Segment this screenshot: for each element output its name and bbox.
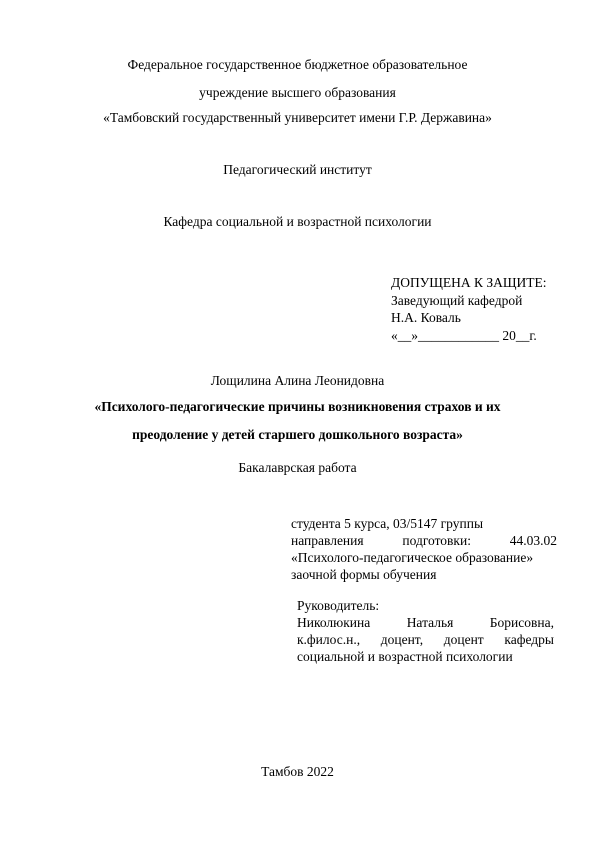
supervisor-patronymic: Борисовна,	[489, 615, 554, 630]
city-year: Тамбов 2022	[261, 764, 334, 779]
author-name: Лощилина Алина Леонидовна	[210, 373, 385, 388]
student-info-block	[291, 515, 557, 583]
direction-code: 44.03.02	[509, 533, 557, 548]
supervisor-surname: Николюкина	[297, 615, 371, 630]
direction-word: направления	[291, 533, 364, 548]
supervisor-label: Руководитель:	[297, 598, 380, 613]
student-program: «Психолого-педагогическое образование»	[291, 550, 534, 565]
institution-line-3: «Тамбовский государственный университет имени Г.Р. Державина»	[103, 110, 492, 125]
supervisor-degree-line	[297, 631, 554, 648]
supervisor-degree: к.филос.н.,	[297, 632, 361, 647]
work-type: Бакалаврская работа	[238, 460, 357, 475]
student-study-form: заочной формы обучения	[291, 567, 437, 582]
institution-line-2: учреждение высшего образования	[199, 85, 396, 100]
supervisor-title: доцент,	[380, 632, 424, 647]
institute-name: Педагогический институт	[223, 162, 372, 177]
department-name: Кафедра социальной и возрастной психологии	[163, 214, 432, 229]
approval-date-line: «__»____________ 20__г.	[391, 327, 537, 343]
supervisor-position: доцент	[443, 632, 484, 647]
approval-title: ДОПУЩЕНА К ЗАЩИТЕ:	[391, 275, 547, 290]
training-word: подготовки:	[402, 533, 471, 548]
student-direction-line	[291, 532, 557, 549]
supervisor-name-line	[297, 614, 554, 631]
institution-line-1: Федеральное государственное бюджетное образовательное	[127, 57, 468, 72]
supervisor-department: социальной и возрастной психологии	[297, 649, 513, 664]
thesis-title-line-2: преодоление у детей старшего дошкольного возраста»	[132, 427, 463, 442]
supervisor-department-word: кафедры	[504, 632, 554, 647]
thesis-title-line-1: «Психолого-педагогические причины возникновения страхов и их	[94, 399, 501, 414]
approval-name: Н.А. Коваль	[391, 310, 461, 325]
supervisor-first-name: Наталья	[406, 615, 454, 630]
student-course-group: студента 5 курса, 03/5147 группы	[291, 516, 484, 531]
approval-block	[391, 274, 566, 344]
supervisor-block	[297, 597, 554, 665]
approval-role: Заведующий кафедрой	[391, 292, 523, 308]
